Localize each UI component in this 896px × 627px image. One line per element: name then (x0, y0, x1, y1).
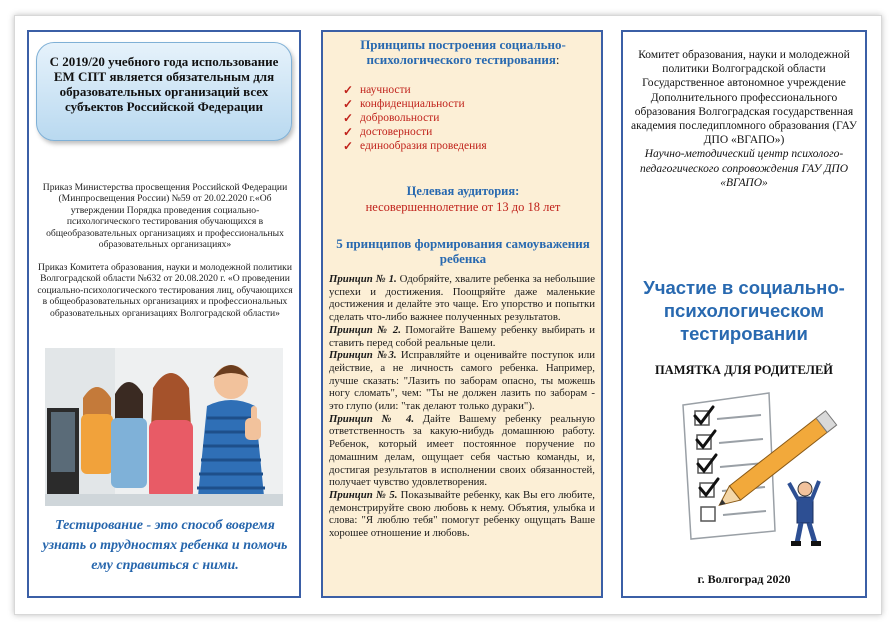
principle-label: Принцип № 2. (329, 323, 401, 336)
principles-title: Принципы построения социально-психологического тестирования (360, 37, 566, 67)
organization-block (629, 48, 859, 190)
principle-text: Дайте Вашему ребенку реальную ответственность за какую-нибудь домашнюю работу. Ребенок, который имеет постоянное поручение по домашним делам, ощущает себя частью команды, и, достигая результатов в исполнении своих обязанностей, получает чувство удовлетворения. (329, 412, 595, 489)
principle-text: Одобряйте, хвалите ребенка за небольшие успехи и достижения. Поощряйте даже маленькие достижения и делайте это чаще. Его упорство и попытки сделать что-либо важнее полученных результатов. (329, 273, 595, 324)
list-item-label: конфиденциальности (360, 98, 465, 110)
check-mark-icon: ✓ (343, 83, 354, 97)
support-center-name: Научно-методический центр психолого-педагогического сопровождения ГАУ ДПО «ВГАПО» (639, 148, 849, 189)
principle-item (329, 273, 595, 324)
principles-heading (331, 38, 595, 67)
principle-item (329, 324, 595, 349)
principle-text: Показывайте ребенку, как Вы его любите, демонстрируйте свою любовь к нему. Объятия, улыбка и слова: "Я люблю тебя" помогут ребенку ощущать Ваше хорошее отношение и любовь. (329, 488, 596, 540)
city-year: г. Волгоград 2020 (697, 572, 791, 586)
left-panel (27, 30, 301, 598)
students-illustration (45, 348, 283, 506)
organization-name: Комитет образования, науки и молодежной политики Волгоградской области Государственное автономное учреждение Дополнительного профессионального образования Волгоградская государственная академия последипломного образования (ГАУ ДПО «ВГАПО») (630, 49, 858, 147)
order-committee: Приказ Комитета образования, науки и молодежной политики Волгоградской области №632 от 20.08.2020 г. «О проведении социально-психологического тестирования лиц, обучающихся в общеобразовательных организациях и профессиональных образовательных организациях Волгоградской области» (37, 262, 293, 319)
list-item (343, 83, 487, 97)
principles-title-colon: : (555, 51, 560, 67)
principle-text: Помогайте Вашему ребенку выбирать и ставить перед собой реальные цели. (329, 323, 595, 349)
checklist-pencil-illustration (665, 383, 841, 553)
check-mark-icon: ✓ (343, 97, 354, 111)
list-item-label: добровольности (360, 112, 440, 124)
list-item (343, 139, 487, 153)
brochure-title: Участие в социально-психологическом тестировании (643, 277, 845, 344)
self-esteem-principles (329, 273, 595, 540)
list-item (343, 111, 487, 125)
list-item-label: единообразия проведения (360, 140, 487, 152)
principle-label: Принцип № 4. (329, 412, 415, 425)
students-photo (45, 348, 283, 506)
principles-list (343, 83, 487, 153)
list-item-label: научности (360, 84, 411, 96)
target-audience (331, 183, 595, 215)
audience-value: несовершеннолетние от 13 до 18 лет (365, 200, 561, 214)
principle-item (329, 489, 595, 540)
list-item (343, 125, 487, 139)
principle-text: Исправляйте и оценивайте поступок или действие, а не личность самого ребенка. Например, лучше сказать: "Лазить по заборам опасно, ты можешь ногу сломать", чем: "Ты не должен лазить по заборам - это глупо (или: "так делают только дураки"). (329, 349, 595, 413)
principle-label: Принцип № 1. (329, 273, 397, 285)
list-item-label: достоверности (360, 126, 433, 138)
check-mark-icon: ✓ (343, 139, 354, 153)
middle-panel (321, 30, 603, 598)
order-ministry: Приказ Министерства просвещения Российской Федерации (Минпросвещения России) №59 от 20.02.2020 г.«Об утверждении Порядка проведения социально-психологического тестирования обучающихся в общеобразовательных организациях и профессиональных образовательных организациях» (42, 182, 288, 251)
principle-item (329, 413, 595, 489)
principle-item (329, 349, 595, 413)
parents-memo-label: ПАМЯТКА ДЛЯ РОДИТЕЛЕЙ (654, 363, 834, 377)
testing-motto: Тестирование - это способ вовремя узнать о трудностях ребенка и помочь ему справиться с ними. (42, 518, 288, 573)
right-panel (621, 30, 867, 598)
brochure-sheet (14, 15, 882, 615)
check-mark-icon: ✓ (343, 111, 354, 125)
principle-label: Принцип № 5. (329, 488, 398, 501)
principle-label: Принцип №3. (329, 349, 397, 362)
check-mark-icon: ✓ (343, 125, 354, 139)
list-item (343, 97, 487, 111)
mandatory-callout: С 2019/20 учебного года использование ЕМ СПТ является обязательным для образовательных организаций всех субъектов Российской Федерации (36, 42, 292, 141)
checklist-icon (665, 383, 841, 553)
audience-title: Целевая аудитория: (406, 184, 520, 198)
self-esteem-title: 5 принципов формирования самоуважения ребенка (336, 236, 590, 266)
